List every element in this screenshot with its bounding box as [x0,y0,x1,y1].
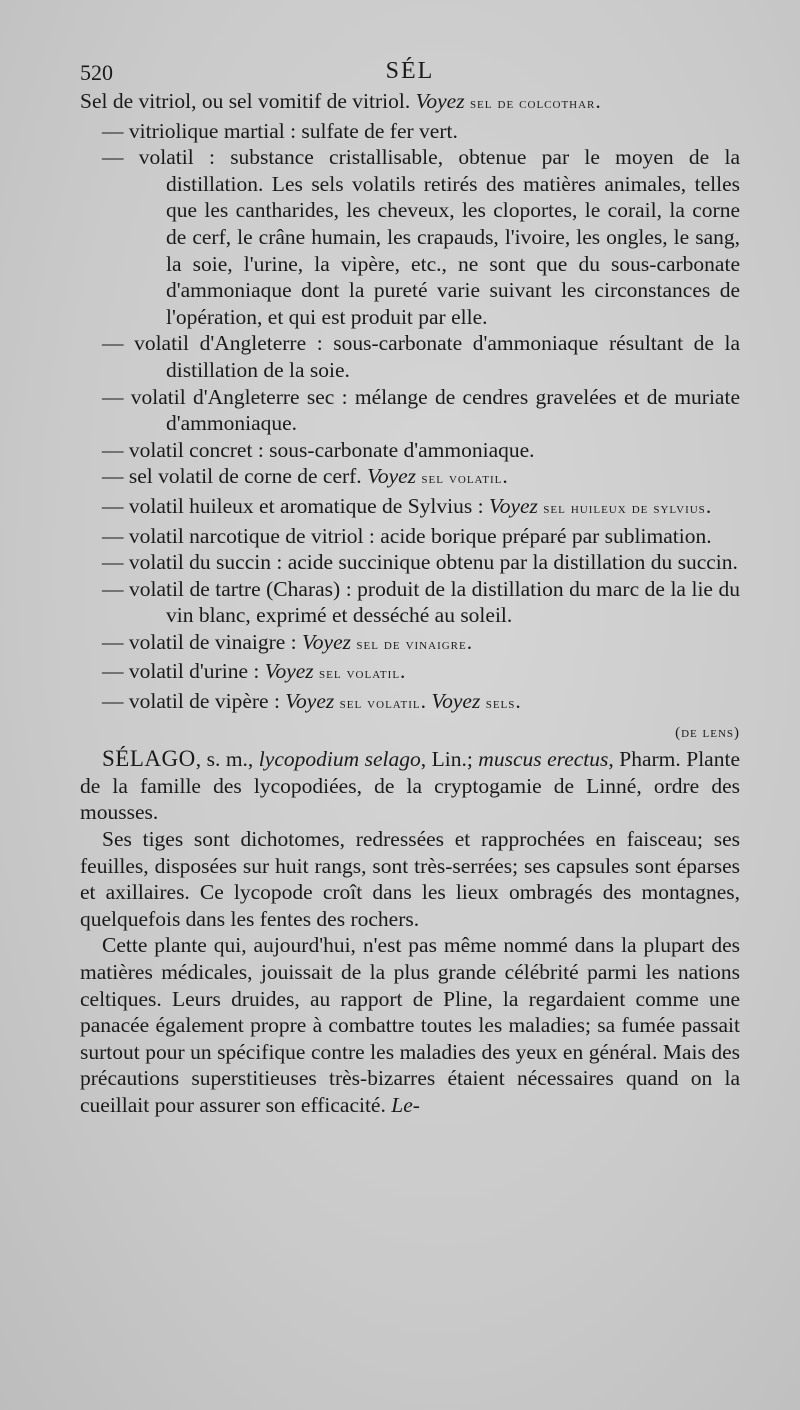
entry-selago: SÉLAGO, s. m., lycopodium selago, Lin.; muscus erectus, Pharm. Plante de la famille des lycopodiées, de la cryptogamie de Linné, ordre des mousses. [80,746,740,825]
page-header [80,58,740,88]
entry: — volatil d'Angleterre sec : mélange de cendres gravelées et de muriate d'ammoniaque. [102,384,740,436]
entry: — volatil de vinaigre : Voyez sel de vinaigre. [102,629,473,654]
running-head: SÉL [385,58,435,84]
entry: — volatil du succin : acide succinique obtenu par la distillation du succin. [102,550,738,575]
paragraph: Ses tiges sont dichotomes, redressées et rapprochées en faisceau; ses feuilles, disposées sur huit rangs, sont très-serrées; ses capsules sont éparses et axillaires. Ce lycopode croît dans les lieux ombragés des montagnes, quelquefois dans les fentes des rochers. [80,827,740,931]
author-signature: (de lens) [675,724,740,741]
entry: — volatil huileux et aromatique de Sylvius : Voyez sel huileux de sylvius. [102,493,712,518]
entry: — volatil de vipère : Voyez sel volatil. Voyez sels. [102,689,521,714]
headword: SÉLAGO [102,746,196,772]
entry: — vitriolique martial : sulfate de fer vert. [102,118,458,143]
entry: — volatil : substance cristallisable, obtenue par le moyen de la distillation. Les sels volatils retirés des matières animales, telles que les cantharides, les cheveux, les cloportes, le corail, la corne de cerf, le crâne humain, les crapauds, l'ivoire, les ongles, le sang, la soie, l'urine, la vipère, etc., ne sont que du sous-carbonate d'ammoniaque dont la pureté varie suivant les circonstances de l'opération, et qui est produit par elle. [102,145,740,329]
paragraph: Cette plante qui, aujourd'hui, n'est pas même nommé dans la plupart des matières médicales, jouissait de la plus grande célébrité parmi les nations celtiques. Leurs druides, au rapport de Pline, la regardaient comme une panacée également propre à combattre toutes les maladies; sa fumée passait surtout pour un spécifique contre les maladies des yeux en général. Mais des précautions superstitieuses très-bizarres étaient nécessaires quand on la cueillait pour assurer son efficacité. Le- [80,933,740,1117]
entry: — volatil d'urine : Voyez sel volatil. [102,659,406,684]
entry: — volatil d'Angleterre : sous-carbonate d'ammoniaque résultant de la distillation de la soie. [102,331,740,382]
entry: — volatil concret : sous-carbonate d'ammoniaque. [102,437,535,462]
entry: Sel de vitriol, ou sel vomitif de vitriol. Voyez sel de colcothar. [80,89,601,113]
page-text [80,58,740,1119]
entry: — volatil narcotique de vitriol : acide borique préparé par sublimation. [102,523,712,548]
entry: — volatil de tartre (Charas) : produit de la distillation du marc de la lie du vin blanc, exprimé et desséché au soleil. [102,576,740,628]
page-number: 520 [80,60,113,85]
entry: — sel volatil de corne de cerf. Voyez sel volatil. [102,464,508,489]
